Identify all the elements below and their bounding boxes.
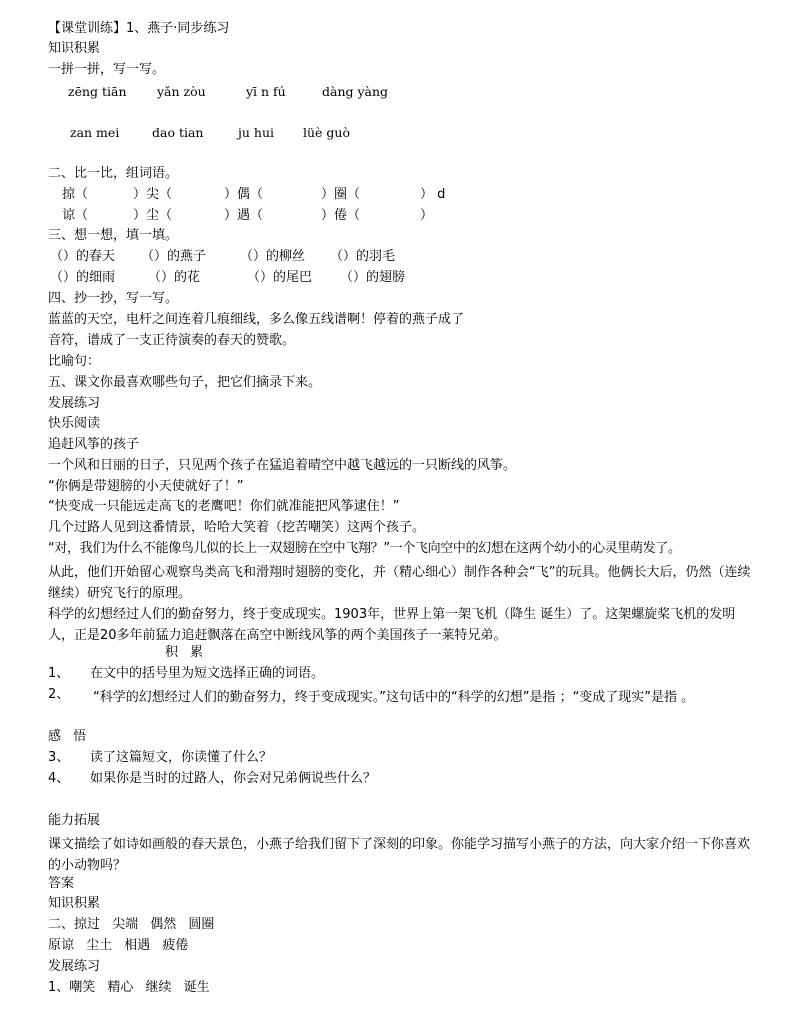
q4-passage-line: 音符，谱成了一支正待演奏的春天的赞歌。 [48, 333, 296, 348]
pinyin-item: dao tian [152, 125, 204, 140]
story-paragraph: 一个风和日丽的日子，只见两个孩子在猛追着晴空中越飞越远的一只断线的风筝。 [48, 458, 517, 473]
fill-blank-item: （）的翅膀 [340, 270, 406, 285]
answers-knowledge-heading: 知识积累 [48, 896, 101, 911]
section-extension-heading: 能力拓展 [48, 813, 101, 828]
story-paragraph: 几个过路人见到这番情景，哈哈大笑着（挖苦嘲笑）这两个孩子。 [48, 520, 426, 535]
fill-blank-item: （）的羽毛 [330, 249, 396, 264]
answers-heading: 答案 [48, 876, 75, 891]
word-compare-item: ）倦（ [321, 208, 361, 223]
word-compare-item: ）遇（ [224, 208, 264, 223]
question-number: 4、 [48, 771, 70, 786]
page-title: 【课堂训练】1、燕子·同步练习 [48, 21, 230, 36]
word-compare-item: ）尖（ [133, 187, 173, 202]
simile-label: 比喻句： [48, 354, 101, 369]
q4-passage-line: 蓝蓝的天空，电杆之间连着几痕细线，多么像五线谱啊！停着的燕子成了 [48, 312, 465, 327]
extension-text: 课文描绘了如诗如画般的春天景色，小燕子给我们留下了深刻的印象。你能学习描写小燕子的方法，向大家介绍一下你喜欢的小动物吗？ [48, 837, 751, 873]
word-compare-item: 谅（ [62, 208, 89, 223]
accumulation-heading: 积 累 [165, 645, 204, 660]
story-paragraph: “快变成一只能远走高飞的老鹰吧！你们就准能把风筝逮住！” [48, 499, 400, 514]
answers-development-heading: 发展练习 [48, 959, 101, 974]
story-title: 追赶风筝的孩子 [48, 437, 140, 452]
answer-line: 原谅 尘土 相遇 疲倦 [48, 938, 189, 953]
reading-heading: 快乐阅读 [48, 416, 101, 431]
section-development-heading: 发展练习 [48, 396, 101, 411]
question-text: 读了这篇短文，你读懂了什么？ [90, 750, 273, 765]
word-compare-item: ） [420, 208, 434, 223]
question-text: “科学的幻想经过人们的勤奋努力，终于变成现实。”这句话中的“科学的幻想”是指 ；“变成了现实”是指 。 [93, 690, 695, 705]
fill-blank-item: （）的柳丝 [240, 249, 306, 264]
q5-title: 五、课文你最喜欢哪些句子，把它们摘录下来。 [48, 375, 322, 390]
word-compare-item: ）圈（ [321, 187, 361, 202]
insight-heading: 感 悟 [48, 729, 87, 744]
story-paragraph: “对，我们为什么不能像鸟儿似的长上一双翅膀在空中飞翔？”一个飞向空中的幻想在这两个幼小的心灵里萌发了。 [48, 541, 681, 556]
word-compare-item: ）尘（ [133, 208, 173, 223]
pinyin-item: ju hui [238, 125, 274, 140]
story-paragraph: 科学的幻想经过人们的勤奋努力，终于变成现实。1903年，世界上第一架飞机（降生 诞生）了。这架螺旋桨飞机的发明人，正是20多年前猛力追赶飘落在高空中断线风筝的两个美国孩子一莱特兄弟。 [48, 607, 736, 643]
word-compare-item: ）偶（ [224, 187, 264, 202]
story-paragraph: 从此，他们开始留心观察鸟类高飞和滑翔时翅膀的变化，并（精心细心）制作各种会“飞”的玩具。他俩长大后，仍然（连续 继续）研究飞行的原理。 [48, 565, 751, 601]
question-number: 1、 [48, 666, 70, 681]
question-text: 在文中的括号里为短文选择正确的词语。 [90, 666, 325, 681]
q4-title: 四、抄一抄，写一写。 [48, 291, 179, 306]
q1-title: 一拼一拼，写一写。 [48, 62, 166, 77]
question-text: 如果你是当时的过路人，你会对兄弟俩说些什么？ [90, 771, 377, 786]
section-knowledge-heading: 知识积累 [48, 41, 101, 56]
word-compare-item: ） d [420, 187, 446, 202]
pinyin-item: zēng tiān [68, 84, 127, 99]
q3-title: 三、想一想，填一填。 [48, 228, 179, 243]
pinyin-item: yī n fú [246, 84, 286, 99]
q2-title: 二、比一比，组词语。 [48, 166, 179, 181]
fill-blank-item: （）的春天 [50, 249, 116, 264]
fill-blank-item: （）的尾巴 [247, 270, 313, 285]
story-paragraph: “你俩是带翅膀的小天使就好了！” [48, 479, 244, 494]
question-number: 2、 [48, 687, 70, 702]
word-compare-item: 掠（ [62, 187, 89, 202]
pinyin-item: yǎn zòu [157, 84, 206, 99]
fill-blank-item: （）的花 [148, 270, 201, 285]
pinyin-item: dàng yàng [322, 84, 389, 99]
pinyin-item: lüè guò [303, 125, 350, 140]
question-number: 3、 [48, 750, 70, 765]
answer-line: 二、掠过 尖端 偶然 圆圈 [48, 917, 215, 932]
fill-blank-item: （）的燕子 [141, 249, 207, 264]
fill-blank-item: （）的细雨 [50, 270, 116, 285]
pinyin-item: zan mei [70, 125, 120, 140]
answer-line: 1、嘲笑 精心 继续 诞生 [48, 980, 210, 995]
